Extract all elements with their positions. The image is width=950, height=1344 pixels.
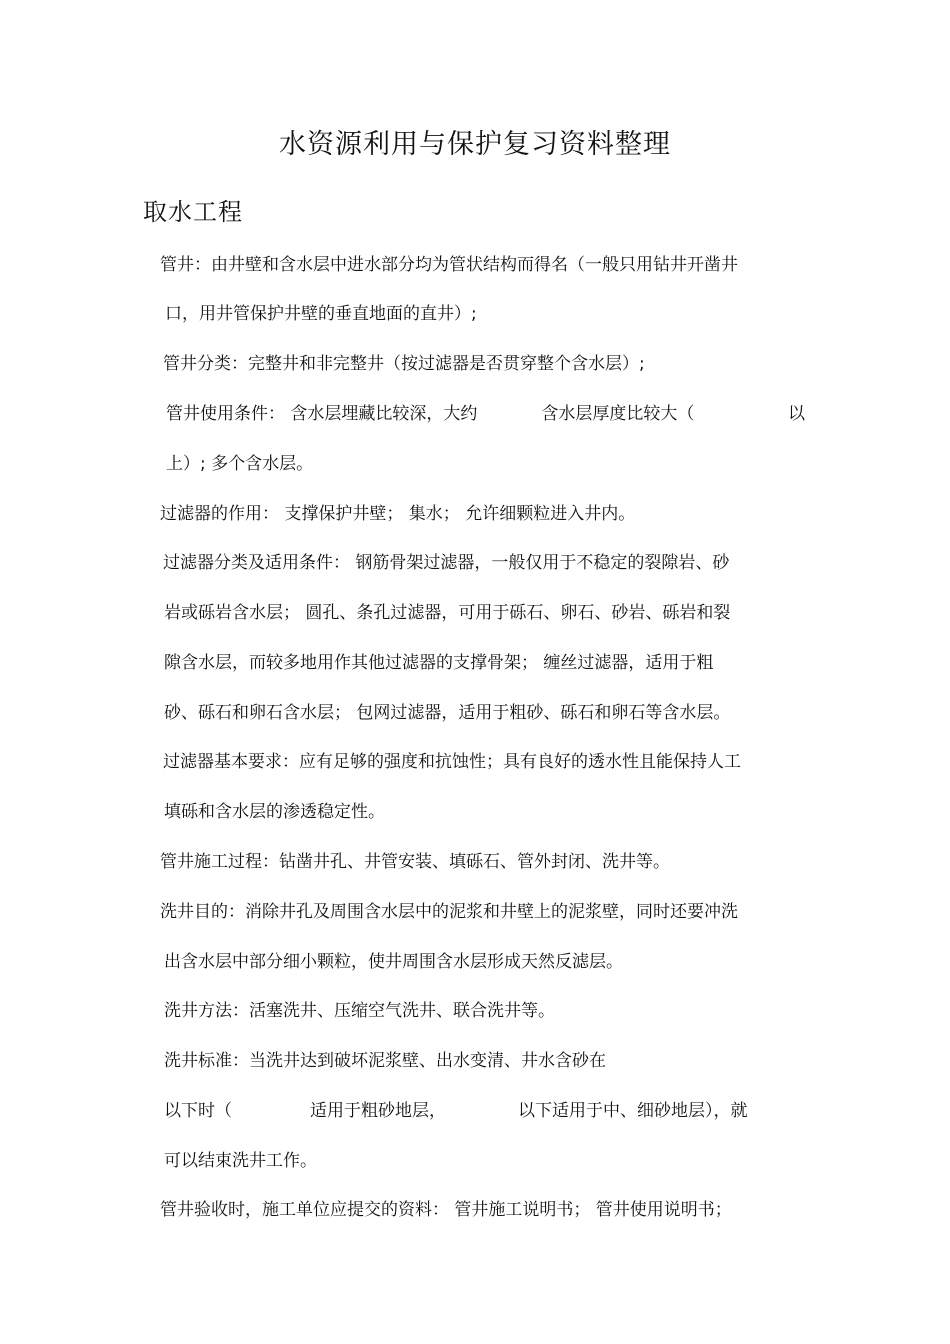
paragraph-line: 管井：由井壁和含水层中进水部分均为管状结构而得名（一般只用钻井开凿井: [160, 255, 738, 275]
document-title: 水资源利用与保护复习资料整理: [279, 129, 671, 160]
paragraph-line: 过滤器分类及适用条件： 钢筋骨架过滤器，一般仅用于不稳定的裂隙岩、砂: [163, 553, 730, 573]
paragraph-line: 出含水层中部分细小颗粒，使井周围含水层形成天然反滤层。: [164, 952, 623, 972]
paragraph-line: 管井分类：完整井和非完整井（按过滤器是否贯穿整个含水层）;: [163, 354, 645, 374]
paragraph-line: 填砾和含水层的渗透稳定性。: [164, 802, 385, 822]
paragraph-line: 洗井目的：消除井孔及周围含水层中的泥浆和井壁上的泥浆壁，同时还要冲洗: [160, 902, 738, 922]
section-heading: 取水工程: [143, 198, 243, 226]
paragraph-line: 隙含水层，而较多地用作其他过滤器的支撑骨架； 缠丝过滤器，适用于粗: [164, 653, 714, 673]
paragraph-line: 岩或砾岩含水层； 圆孔、条孔过滤器，可用于砾石、卵石、砂岩、砾岩和裂: [164, 603, 731, 623]
text-segment: 含水层厚度比较大（: [541, 404, 695, 424]
paragraph-line: [166, 402, 694, 426]
text-segment: 适用于粗砂地层，: [310, 1101, 446, 1121]
paragraph-line: 口，用井管保护井壁的垂直地面的直井）;: [165, 304, 477, 324]
paragraph-line: 可以结束洗井工作。: [164, 1151, 317, 1171]
paragraph-line: 砂、砾石和卵石含水层； 包网过滤器，适用于粗砂、砾石和卵石等含水层。: [164, 703, 731, 723]
text-segment: 以下适用于中、细砂地层），就: [518, 1101, 748, 1121]
text-segment: 管井使用条件： 含水层埋藏比较深，大约: [166, 404, 478, 424]
paragraph-line: [164, 1099, 748, 1123]
paragraph-line: 上）; 多个含水层。: [166, 454, 314, 474]
paragraph-line: 过滤器的作用： 支撑保护井壁； 集水； 允许细颗粒进入井内。: [160, 504, 636, 524]
paragraph-line: 管井施工过程：钻凿井孔、井管安装、填砾石、管外封闭、洗井等。: [160, 852, 670, 872]
text-segment: 以: [788, 404, 805, 424]
paragraph-line: 洗井方法：活塞洗井、压缩空气洗井、联合洗井等。: [164, 1001, 555, 1021]
paragraph-line: 管井验收时，施工单位应提交的资料： 管井施工说明书； 管井使用说明书；: [160, 1200, 732, 1220]
paragraph-line: 过滤器基本要求：应有足够的强度和抗蚀性；具有良好的透水性且能保持人工: [163, 752, 741, 772]
text-segment: 以下时（: [164, 1101, 232, 1121]
paragraph-line: 洗井标准：当洗井达到破坏泥浆壁、出水变清、井水含砂在: [164, 1051, 606, 1071]
